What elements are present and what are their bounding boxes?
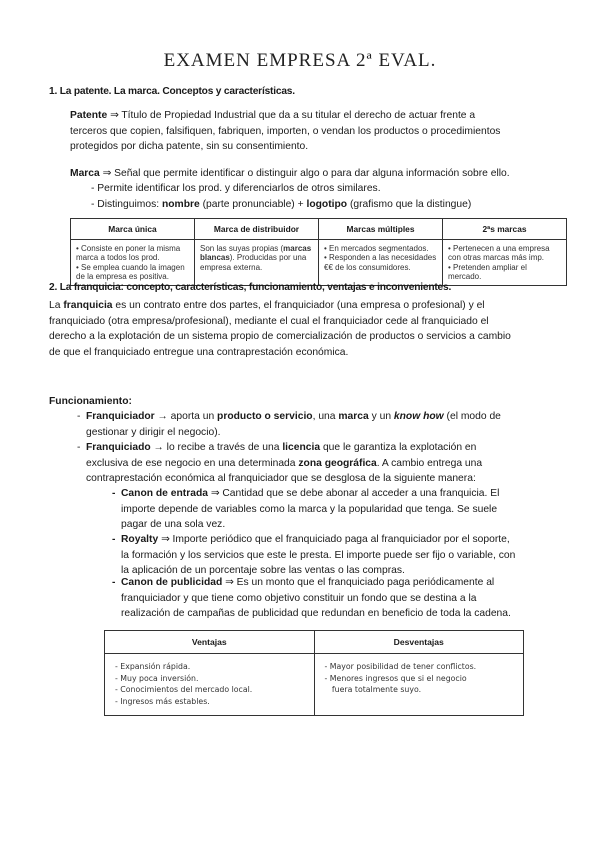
marca-points (91, 181, 471, 212)
franquiciador-t1: → aporta un (154, 411, 218, 422)
canon-publicidad-bullet: - (112, 577, 116, 588)
franquiciado-t2: que le garantiza la explotación en (320, 442, 477, 453)
marca-point-2-pre: - Distinguimos: (91, 198, 162, 210)
marca-term: Marca (70, 168, 100, 179)
ventaja-item: - Conocimientos del mercado local. (115, 685, 253, 694)
canon-publicidad-line-2: franquiciador y que tiene como objetivo constituir un fondo que se destina a la (121, 592, 477, 604)
marcas-distribuidor-post: ). Producidas por una empresa externa. (200, 253, 307, 272)
canon-entrada-bullet: - (112, 488, 116, 499)
marcas-unica-point-2: • Se emplea cuando la imagen de la empresa es positiva. (76, 262, 185, 281)
canon-entrada-item (121, 486, 499, 533)
marcas-cell-multiples (319, 240, 443, 286)
marcas-cell-unica (71, 240, 195, 286)
desventaja-item: - Menores ingresos que si el negocio (324, 673, 467, 683)
intro-line-1: es un contrato entre dos partes, el franquiciador (una empresa o profesional) y el (112, 300, 485, 311)
franquiciador-term: Franquiciador (86, 411, 155, 422)
intro-line-2: franquiciado (otra empresa/profesional), mediante el cual el franquiciador cede al franquiciado el (49, 315, 489, 327)
canon-entrada-line-2: importe depende de variables como la marca y la popularidad que tenga. Se suele (121, 503, 498, 515)
desventajas-cell (314, 654, 524, 716)
ventaja-item: - Expansión rápida. (115, 662, 191, 671)
canon-publicidad-term: Canon de publicidad (121, 577, 223, 588)
desventaja-item: fuera totalmente suyo. (324, 685, 422, 694)
franquiciado-licencia: licencia (282, 442, 321, 453)
franquiciado-line-2-pre: exclusiva de ese negocio en una determinada (86, 457, 299, 469)
franquiciado-dash: - (77, 442, 81, 453)
marca-paragraph (70, 166, 510, 182)
franquiciado-zona: zona geográfica (298, 457, 377, 469)
ventaja-item: - Ingresos más estables. (115, 696, 210, 706)
canon-publicidad-item (121, 575, 511, 622)
intro-line-3: derecho a la explotación de un sistema propio de comercialización de productos o servicios a cambio (49, 331, 511, 343)
franquiciador-t2: , una (312, 411, 339, 422)
franquicia-intro (49, 298, 511, 360)
desventaja-item: - Mayor posibilidad de tener conflictos. (324, 662, 477, 671)
royalty-line-2: la formación y los servicios que este le presta. El importe puede ser fijo o variable, con (121, 549, 516, 561)
franquiciado-line-3: contraprestación económica al franquiciador que se desglosa de la siguiente manera: (86, 473, 476, 485)
marca-point-2 (91, 197, 471, 213)
franquiciado-term: Franquiciado (86, 442, 151, 453)
intro-franquicia-term: franquicia (63, 300, 113, 311)
marcas-distribuidor-pre: Son las suyas propias ( (200, 244, 284, 253)
marcas-header-segundas: 2ªs marcas (443, 219, 567, 240)
marca-point-1: - Permite identificar los prod. y diferenciarlos de otros similares. (91, 183, 381, 194)
royalty-item (121, 532, 515, 579)
marcas-distribuidor-bold: marcas blancas (200, 244, 312, 263)
marcas-unica-point-1: • Consiste en poner la misma marca a todos los prod. (76, 244, 181, 263)
royalty-term: Royalty (121, 534, 159, 545)
franquiciador-know-how: know how (393, 411, 444, 422)
canon-entrada-line-1: ⇒ Cantidad que se debe abonar al acceder a una franquicia. El (207, 488, 500, 499)
franquiciador-dash: - (77, 411, 81, 422)
patente-line-2: terceros que copien, falsifiquen, fabriquen, importen, o vendan los productos o procedimientos (70, 125, 501, 137)
franquiciador-marca: marca (338, 411, 369, 422)
patente-term: Patente (70, 110, 108, 121)
patente-line-3: protegidos por dicha patente, sin su consentimiento. (70, 141, 309, 153)
intro-pre: La (49, 300, 64, 311)
marcas-cell-distribuidor (195, 240, 319, 286)
canon-entrada-line-3: pagar de una sola vez. (121, 519, 226, 531)
marcas-multiples-point-1: • En mercados segmentados. (324, 244, 429, 253)
funcionamiento-heading: Funcionamiento: (49, 396, 132, 407)
ventajas-table (104, 630, 524, 716)
desventajas-header: Desventajas (314, 631, 524, 654)
marcas-multiples-point-2: • Responden a las necesidades €€ de los consumidores. (324, 253, 437, 272)
ventaja-item: - Muy poca inversión. (115, 673, 199, 683)
marcas-header-multiples: Marcas múltiples (319, 219, 443, 240)
intro-line-4: de que el franquiciado entregue una contraprestación económica. (49, 346, 349, 358)
page-title: EXAMEN EMPRESA 2ª EVAL. (163, 50, 437, 71)
marcas-header-distribuidor: Marca de distribuidor (195, 219, 319, 240)
ventajas-cell (105, 654, 315, 716)
franquiciador-line-2: gestionar y dirigir el negocio). (86, 426, 221, 438)
marca-point-2-mid: (parte pronunciable) + (199, 198, 307, 210)
franquiciado-line-2-post: . A cambio entrega una (376, 457, 483, 469)
franquiciado-item (86, 440, 482, 487)
franquiciador-producto: producto o servicio (217, 411, 313, 422)
royalty-line-3: la aplicación de un porcentaje sobre las ventas o las compras. (121, 565, 405, 577)
royalty-line-1: ⇒ Importe periódico que el franquiciado paga al franquiciador por el soporte, (158, 534, 510, 545)
ventajas-header: Ventajas (105, 631, 315, 654)
canon-publicidad-line-1: ⇒ Es un monto que el franquiciado paga periódicamente al (222, 577, 495, 588)
section2-heading: 2. La franquicia: concepto, características, funcionamiento, ventajas e inconvenientes. (49, 282, 452, 293)
marcas-table (70, 218, 567, 286)
marca-point-2-logotipo: logotipo (306, 198, 348, 210)
patente-line-1: ⇒ Título de Propiedad Industrial que da a su titular el derecho de actuar frente a (107, 110, 476, 121)
franquiciador-item (86, 409, 501, 440)
royalty-bullet: - (112, 534, 116, 545)
canon-publicidad-line-3: realización de campañas de publicidad que redundan en beneficio de toda la cadena. (121, 608, 511, 620)
marcas-segundas-point-2: • Pretenden ampliar el mercado. (448, 262, 527, 281)
marca-point-2-nombre: nombre (161, 198, 200, 210)
canon-entrada-term: Canon de entrada (121, 488, 208, 499)
marcas-cell-segundas (443, 240, 567, 286)
patente-paragraph (70, 108, 500, 155)
franquiciador-t3: y un (368, 411, 394, 422)
marcas-header-unica: Marca única (71, 219, 195, 240)
franquiciador-t4: (el modo de (443, 411, 501, 422)
marca-point-2-post: (grafismo que la distingue) (347, 198, 472, 210)
franquiciado-t1: → lo recibe a través de una (150, 442, 283, 453)
marcas-segundas-point-1: • Pertenecen a una empresa con otras marcas más imp. (448, 244, 550, 263)
marca-definition: ⇒ Señal que permite identificar o distinguir algo o para dar alguna información sobre ello. (99, 168, 510, 179)
section1-heading: 1. La patente. La marca. Conceptos y características. (49, 86, 295, 97)
